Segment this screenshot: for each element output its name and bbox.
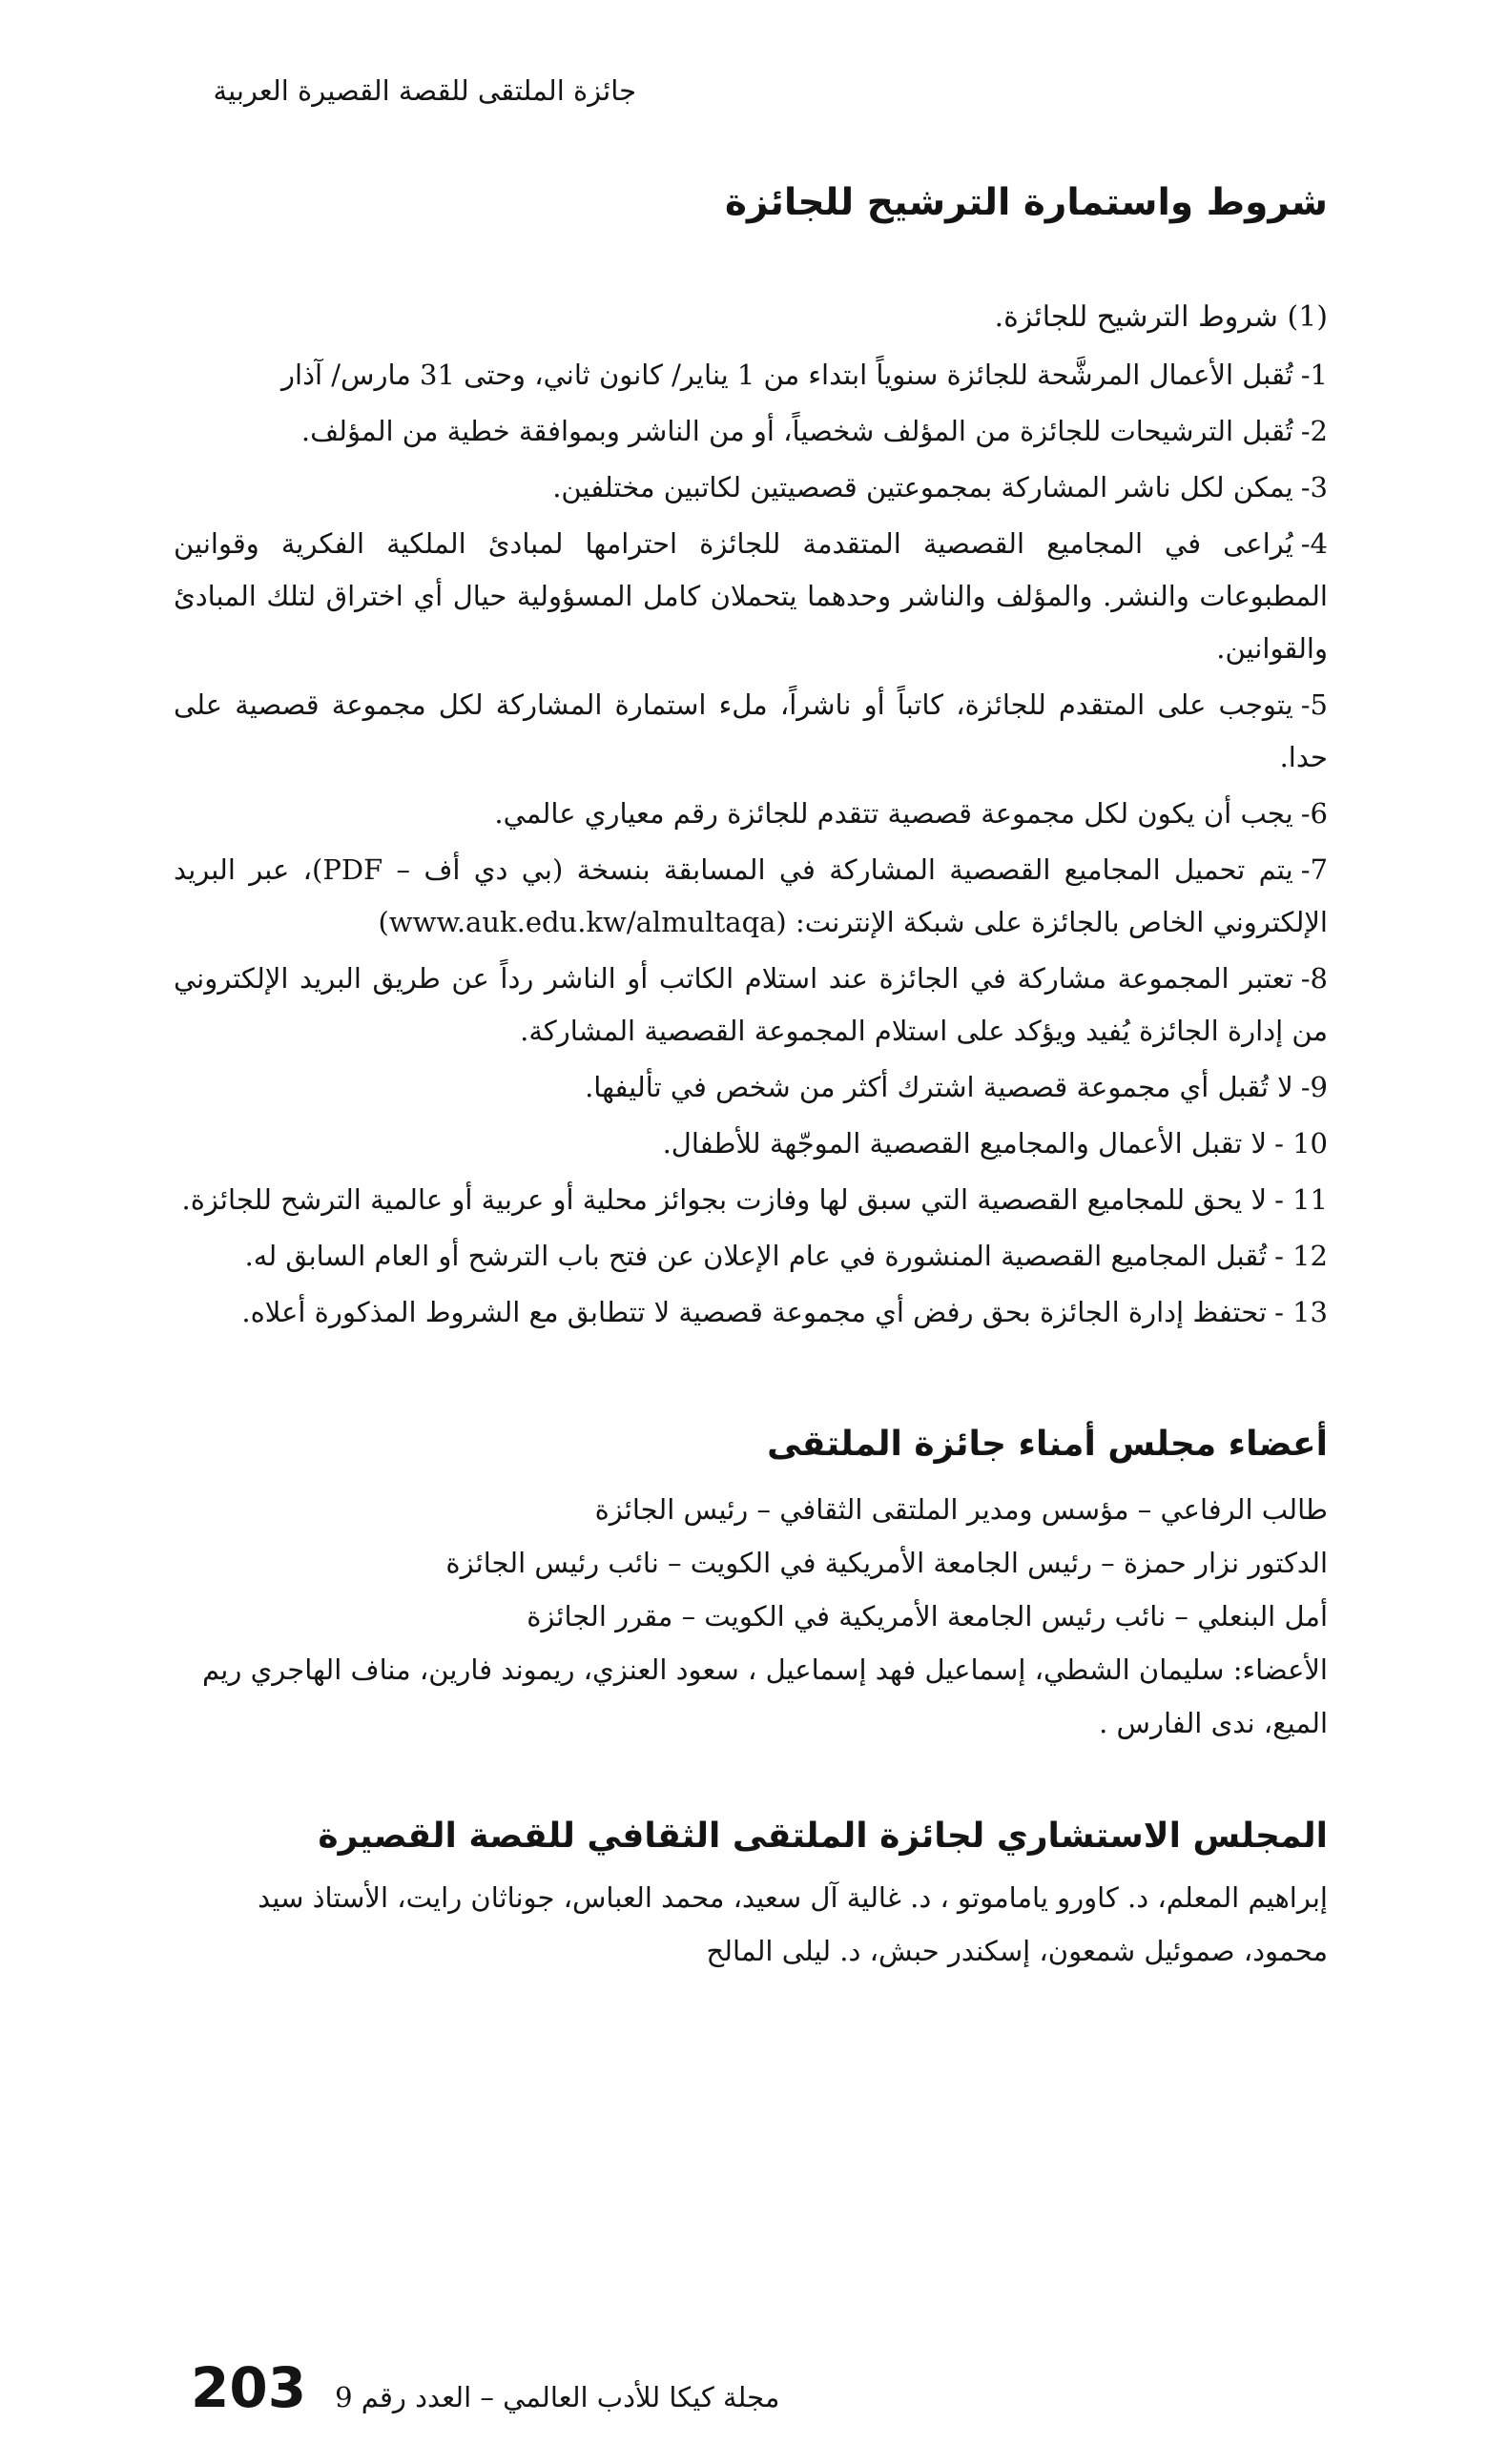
condition-item-9 xyxy=(174,1061,1328,1114)
board-member: طالب الرفاعي – مؤسس ومدير الملتقى الثقافي – رئيس الجائزة xyxy=(594,1493,1328,1526)
advisory-members: إبراهيم المعلم، د. كاورو ياماموتو ، د. غالية آل سعيد، محمد العباس، جوناثان رايت، الأستاذ سيد محمود، صموئيل شمعون، إسكندر حبش، د. ليلى المالح xyxy=(258,1881,1328,1967)
item-text: تحتفظ إدارة الجائزة بحق رفض أي مجموعة قصصية لا تتطابق مع الشروط المذكورة أعلاه. xyxy=(241,1296,1268,1328)
condition-item-8 xyxy=(174,953,1328,1057)
item-text: يُراعى في المجاميع القصصية المتقدمة للجائزة احترامها لمبادئ الملكية الفكرية وقوانين المطبوعات والنشر. والمؤلف والناشر وحدهما يتحملان كامل المسؤولية حيال أي اختراق لتلك المبادئ والقوانين. xyxy=(174,527,1328,665)
condition-item-12 xyxy=(174,1230,1328,1283)
item-text: يتم تحميل المجاميع القصصية المشاركة في المسابقة بنسخة (بي دي أف – PDF)، عبر البريد الإلكتروني الخاص بالجائزة على شبكة الإنترنت: xyxy=(174,853,1328,938)
condition-item-2 xyxy=(174,405,1328,458)
advisory-title: المجلس الاستشاري لجائزة الملتقى الثقافي للقصة القصيرة xyxy=(318,1817,1328,1856)
item-number: 4- xyxy=(1300,527,1328,560)
item-text: يتوجب على المتقدم للجائزة، كاتباً أو ناشراً، ملء استمارة المشاركة لكل مجموعة قصصية على حدا. xyxy=(174,688,1328,773)
item-number: 13 - xyxy=(1274,1296,1328,1328)
condition-item-11 xyxy=(174,1174,1328,1226)
item-number: 7- xyxy=(1300,853,1329,886)
page-number: 203 xyxy=(191,2355,307,2420)
board-title: أعضاء مجلس أمناء جائزة الملتقى xyxy=(767,1425,1328,1464)
condition-item-5 xyxy=(174,679,1328,784)
condition-item-13 xyxy=(174,1286,1328,1339)
running-head: جائزة الملتقى للقصة القصيرة العربية xyxy=(213,74,636,107)
item-number: 11 - xyxy=(1274,1183,1328,1216)
board-member: الدكتور نزار حمزة – رئيس الجامعة الأمريكية في الكويت – نائب رئيس الجائزة xyxy=(445,1547,1328,1579)
item-number: 10 - xyxy=(1274,1127,1328,1160)
email-url: (www.auk.edu.kw/almultaqa) xyxy=(378,906,787,938)
item-text: تُقبل الأعمال المرشَّحة للجائزة سنوياً ابتداء من 1 يناير/ كانون ثاني، وحتى 31 مارس/ آذار xyxy=(281,359,1293,391)
item-number: 2- xyxy=(1300,415,1328,447)
condition-item-1 xyxy=(174,349,1328,401)
main-content xyxy=(174,181,1328,1978)
item-text: لا تُقبل أي مجموعة قصصية اشترك أكثر من شخص في تأليفها. xyxy=(585,1071,1293,1103)
item-text: تُقبل المجاميع القصصية المنشورة في عام الإعلان عن فتح باب الترشح أو العام السابق له. xyxy=(244,1240,1268,1272)
condition-item-7 xyxy=(174,844,1328,949)
item-text: لا تقبل الأعمال والمجاميع القصصية الموجّهة للأطفال. xyxy=(662,1127,1268,1160)
item-number: 8- xyxy=(1300,962,1328,995)
condition-item-3 xyxy=(174,462,1328,514)
condition-item-4 xyxy=(174,518,1328,675)
item-number: 6- xyxy=(1300,797,1328,830)
item-number: 1- xyxy=(1300,359,1328,391)
condition-item-6 xyxy=(174,788,1328,840)
item-number: 3- xyxy=(1300,471,1328,503)
item-text: تعتبر المجموعة مشاركة في الجائزة عند استلام الكاتب أو الناشر رداً عن طريق البريد الإلكتروني من إدارة الجائزة يُفيد ويؤكد على استلام المجموعة القصصية المشاركة. xyxy=(174,962,1328,1047)
item-text: لا يحق للمجاميع القصصية التي سبق لها وفازت بجوائز محلية أو عربية أو عالمية الترشح للجائزة. xyxy=(181,1183,1268,1216)
item-number: 5- xyxy=(1300,688,1328,721)
journal-name: مجلة كيكا للأدب العالمي – العدد رقم 9 xyxy=(335,2381,780,2413)
item-text: يمكن لكل ناشر المشاركة بمجموعتين قصصيتين لكاتبين مختلفين. xyxy=(552,471,1293,503)
conditions-title: شروط واستمارة الترشيح للجائزة xyxy=(724,181,1328,224)
board-member: أمل البنعلي – نائب رئيس الجامعة الأمريكية في الكويت – مقرر الجائزة xyxy=(527,1600,1328,1632)
item-number: 9- xyxy=(1300,1071,1328,1103)
item-text: تُقبل الترشيحات للجائزة من المؤلف شخصياً، أو من الناشر وبموافقة خطية من المؤلف. xyxy=(300,415,1293,447)
item-text: يجب أن يكون لكل مجموعة قصصية تتقدم للجائزة رقم معياري عالمي. xyxy=(494,797,1293,830)
item-number: 12 - xyxy=(1274,1240,1328,1272)
conditions-subheading: (1) شروط الترشيح للجائزة. xyxy=(994,300,1328,334)
conditions-section xyxy=(174,181,1328,1339)
advisory-section xyxy=(174,1817,1328,1978)
condition-item-10 xyxy=(174,1118,1328,1170)
page-footer xyxy=(191,2355,779,2420)
board-members-list: الأعضاء: سليمان الشطي، إسماعيل فهد إسماعيل ، سعود العنزي، ريموند فارين، مناف الهاجري ريم الميع، ندى الفارس . xyxy=(201,1653,1328,1739)
board-section xyxy=(174,1425,1328,1750)
